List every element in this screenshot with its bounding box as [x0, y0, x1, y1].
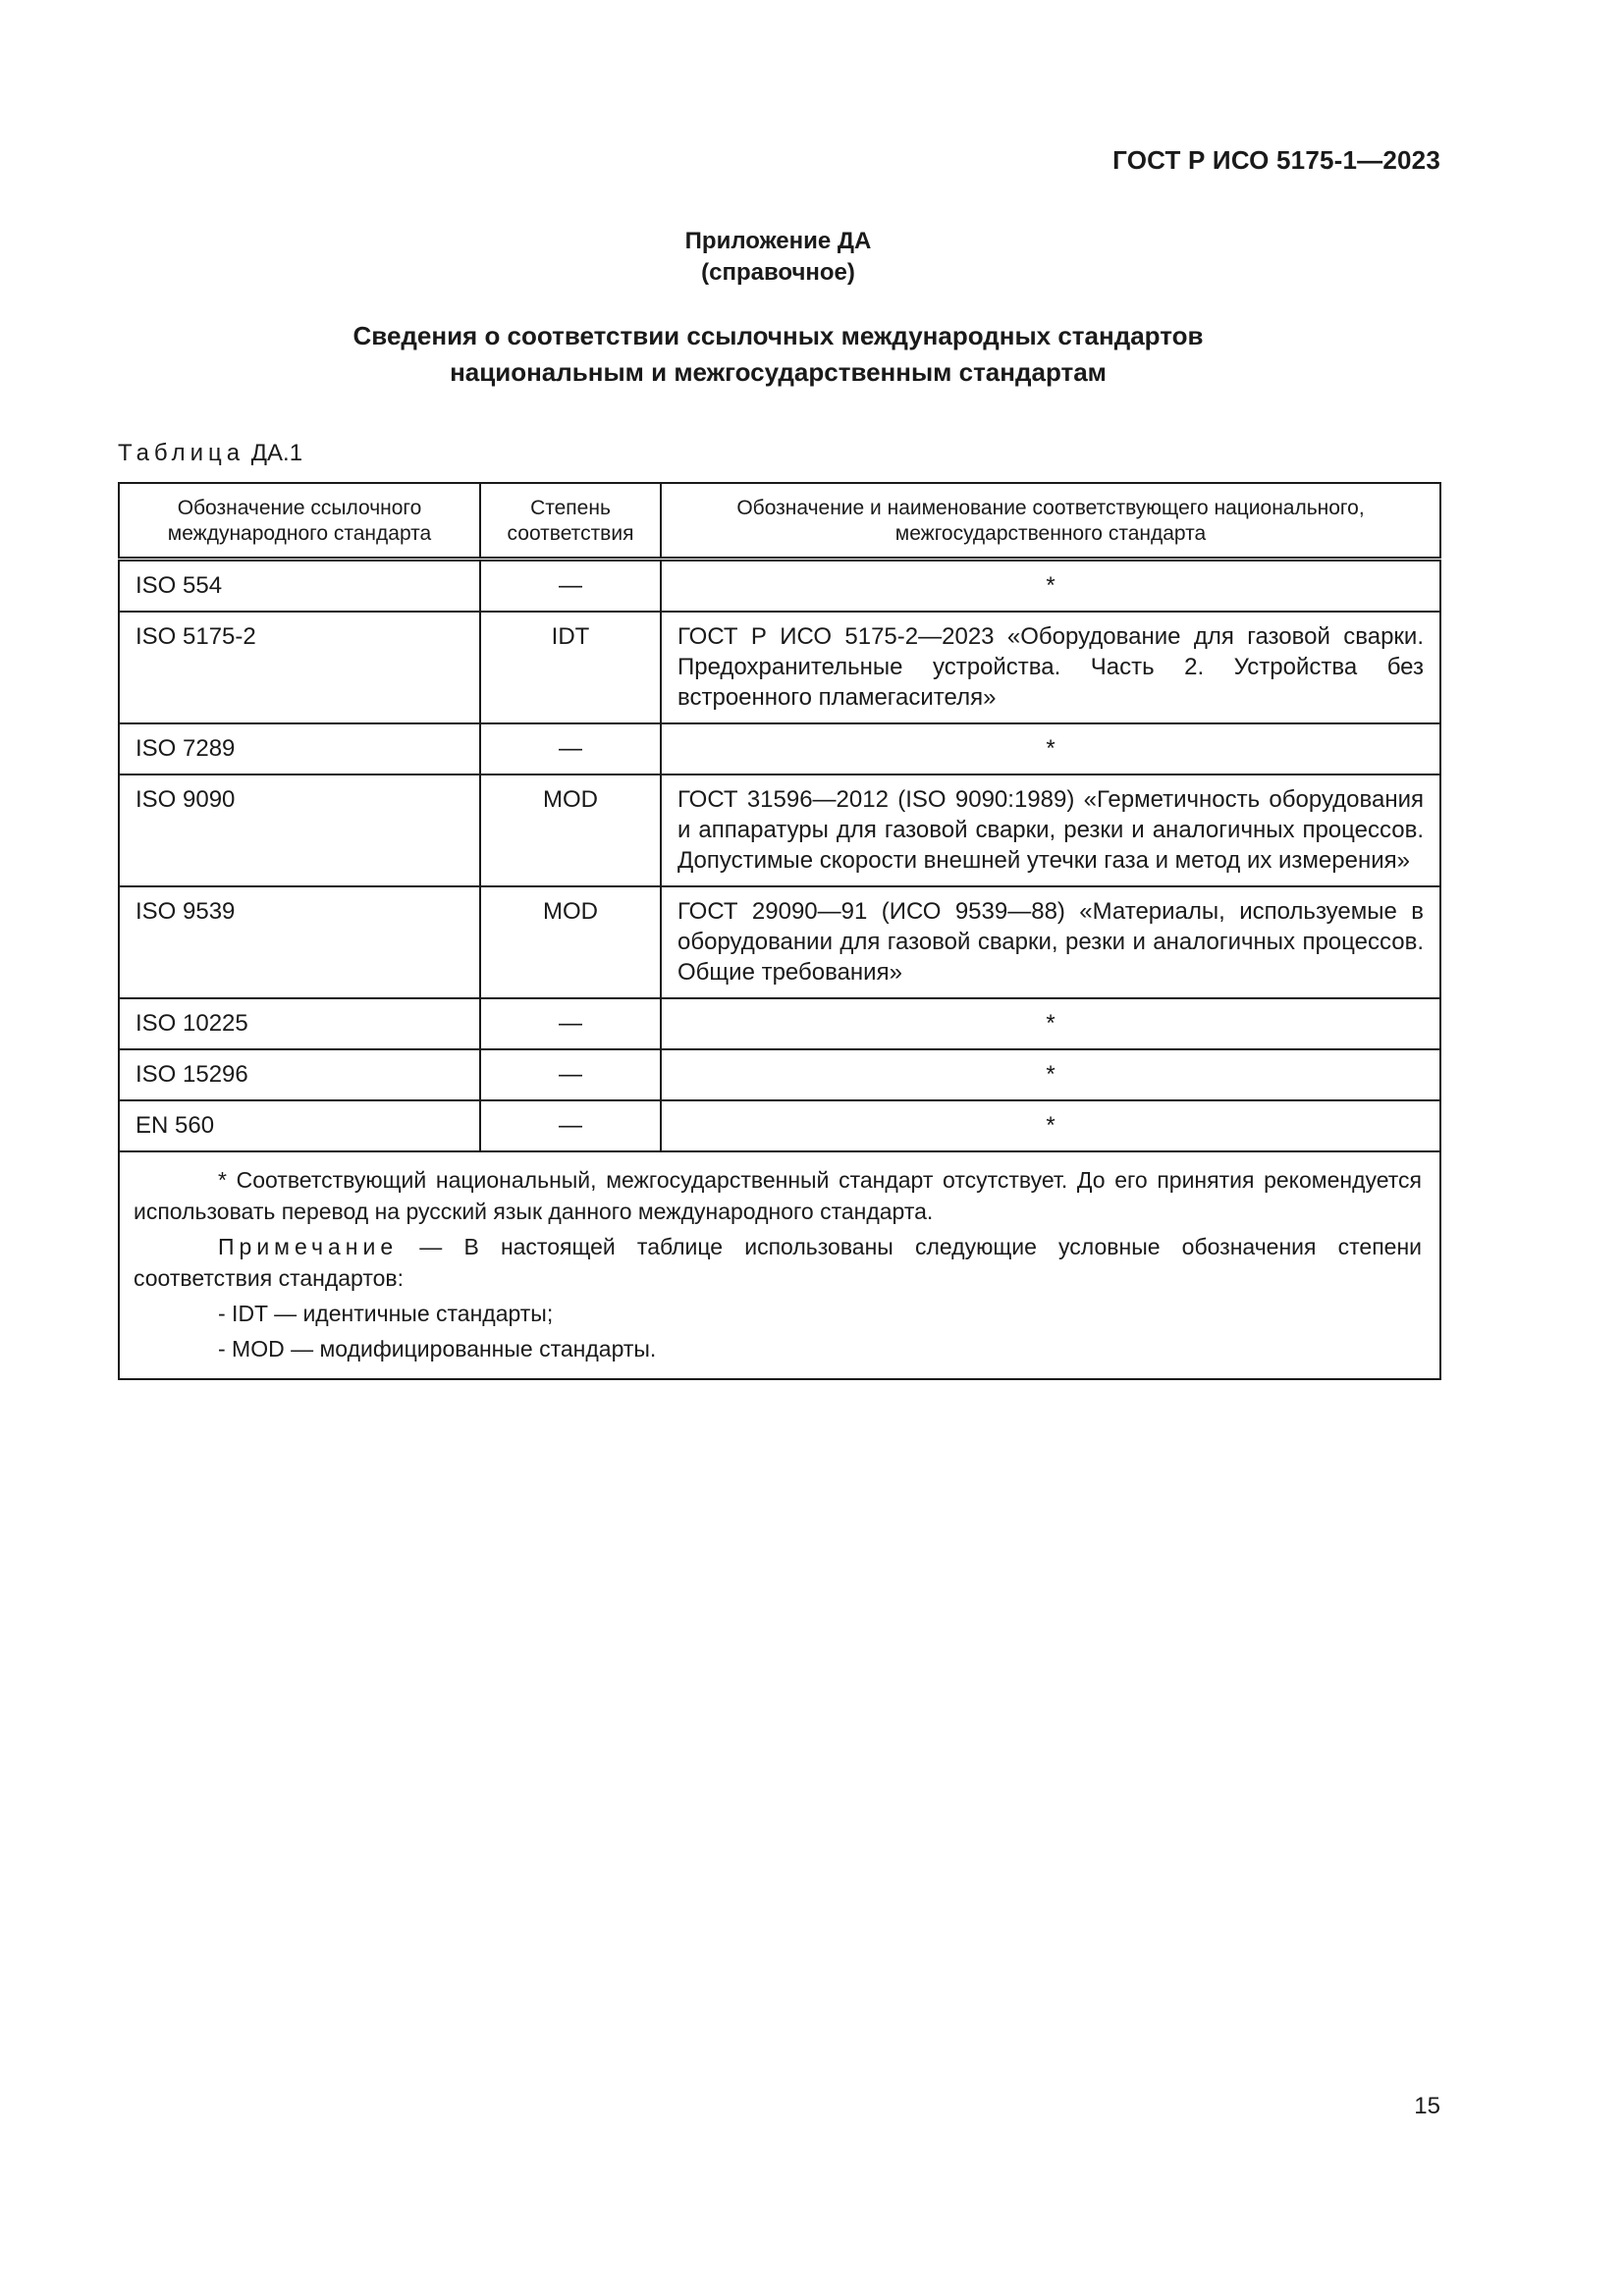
national-standard-cell: *: [661, 998, 1440, 1049]
annex-header: [0, 226, 1556, 289]
standards-table-wrapper: [118, 482, 1439, 1380]
degree-cell: —: [480, 1049, 661, 1100]
degree-cell: MOD: [480, 886, 661, 998]
table-header-row: [119, 483, 1440, 560]
standards-table: [118, 482, 1441, 1380]
reference-standard-cell: ISO 7289: [119, 723, 480, 774]
reference-standard-cell: ISO 9539: [119, 886, 480, 998]
column-header-reference: Обозначение ссылочного международного стандарта: [119, 483, 480, 560]
national-standard-cell: *: [661, 560, 1440, 613]
table-label-word: Таблица: [118, 440, 245, 466]
annex-heading-line2: национальным и межгосударственным стандартам: [450, 357, 1107, 387]
reference-standard-cell: EN 560: [119, 1100, 480, 1151]
reference-standard-cell: ISO 15296: [119, 1049, 480, 1100]
degree-cell: —: [480, 560, 661, 613]
degree-cell: MOD: [480, 774, 661, 886]
national-standard-cell: ГОСТ Р ИСО 5175-2—2023 «Оборудование для газовой сварки. Предохранительные устройства. Часть 2. Устройства без встроенного пламегасителя»: [661, 612, 1440, 723]
table-row: [119, 774, 1440, 886]
national-standard-cell: *: [661, 1049, 1440, 1100]
page-number: 15: [1414, 2093, 1440, 2119]
table-footnote: * Соответствующий национальный, межгосударственный стандарт отсутствует. До его принятия рекомендуется использовать перевод на русский язык данного международного стандарта.: [134, 1167, 1422, 1224]
column-header-degree: Степень соответствия: [480, 483, 661, 560]
degree-cell: IDT: [480, 612, 661, 723]
table-note: [134, 1231, 1422, 1294]
table-row: [119, 1100, 1440, 1151]
national-standard-cell: *: [661, 723, 1440, 774]
annex-subtitle: (справочное): [701, 259, 855, 286]
table-row: [119, 886, 1440, 998]
note-label: Примечание: [218, 1234, 399, 1259]
degree-cell: —: [480, 1100, 661, 1151]
degree-cell: —: [480, 723, 661, 774]
annex-heading: [0, 318, 1556, 391]
table-row: [119, 723, 1440, 774]
annex-title: Приложение ДА: [684, 228, 872, 254]
legend-item-mod: - MOD — модифицированные стандарты.: [218, 1336, 657, 1362]
national-standard-cell: ГОСТ 29090—91 (ИСО 9539—88) «Материалы, используемые в оборудовании для газовой сварки, резки и аналогичных процессов. Общие требования»: [661, 886, 1440, 998]
reference-standard-cell: ISO 5175-2: [119, 612, 480, 723]
table-row: [119, 998, 1440, 1049]
table-row: [119, 1049, 1440, 1100]
national-standard-cell: *: [661, 1100, 1440, 1151]
document-code: ГОСТ Р ИСО 5175-1—2023: [1112, 145, 1440, 175]
table-notes-row: [119, 1151, 1440, 1379]
table-row: [119, 560, 1440, 613]
note-text: — В настоящей таблице использованы следующие условные обозначения степени соответствия стандартов:: [134, 1234, 1422, 1291]
degree-cell: —: [480, 998, 661, 1049]
legend-item-idt: - IDT — идентичные стандарты;: [218, 1301, 554, 1326]
annex-heading-line1: Сведения о соответствии ссылочных международных стандартов: [352, 321, 1204, 350]
table-row: [119, 612, 1440, 723]
column-header-national: Обозначение и наименование соответствующего национального, межгосударственного стандарта: [661, 483, 1440, 560]
table-notes-cell: [119, 1151, 1440, 1379]
reference-standard-cell: ISO 554: [119, 560, 480, 613]
table-label-number: ДА.1: [250, 440, 303, 466]
national-standard-cell: ГОСТ 31596—2012 (ISO 9090:1989) «Герметичность оборудования и аппаратуры для газовой сварки, резки и аналогичных процессов. Допустимые скорости внешней утечки газа и метод их измерения»: [661, 774, 1440, 886]
reference-standard-cell: ISO 10225: [119, 998, 480, 1049]
reference-standard-cell: ISO 9090: [119, 774, 480, 886]
table-label: [118, 440, 302, 467]
